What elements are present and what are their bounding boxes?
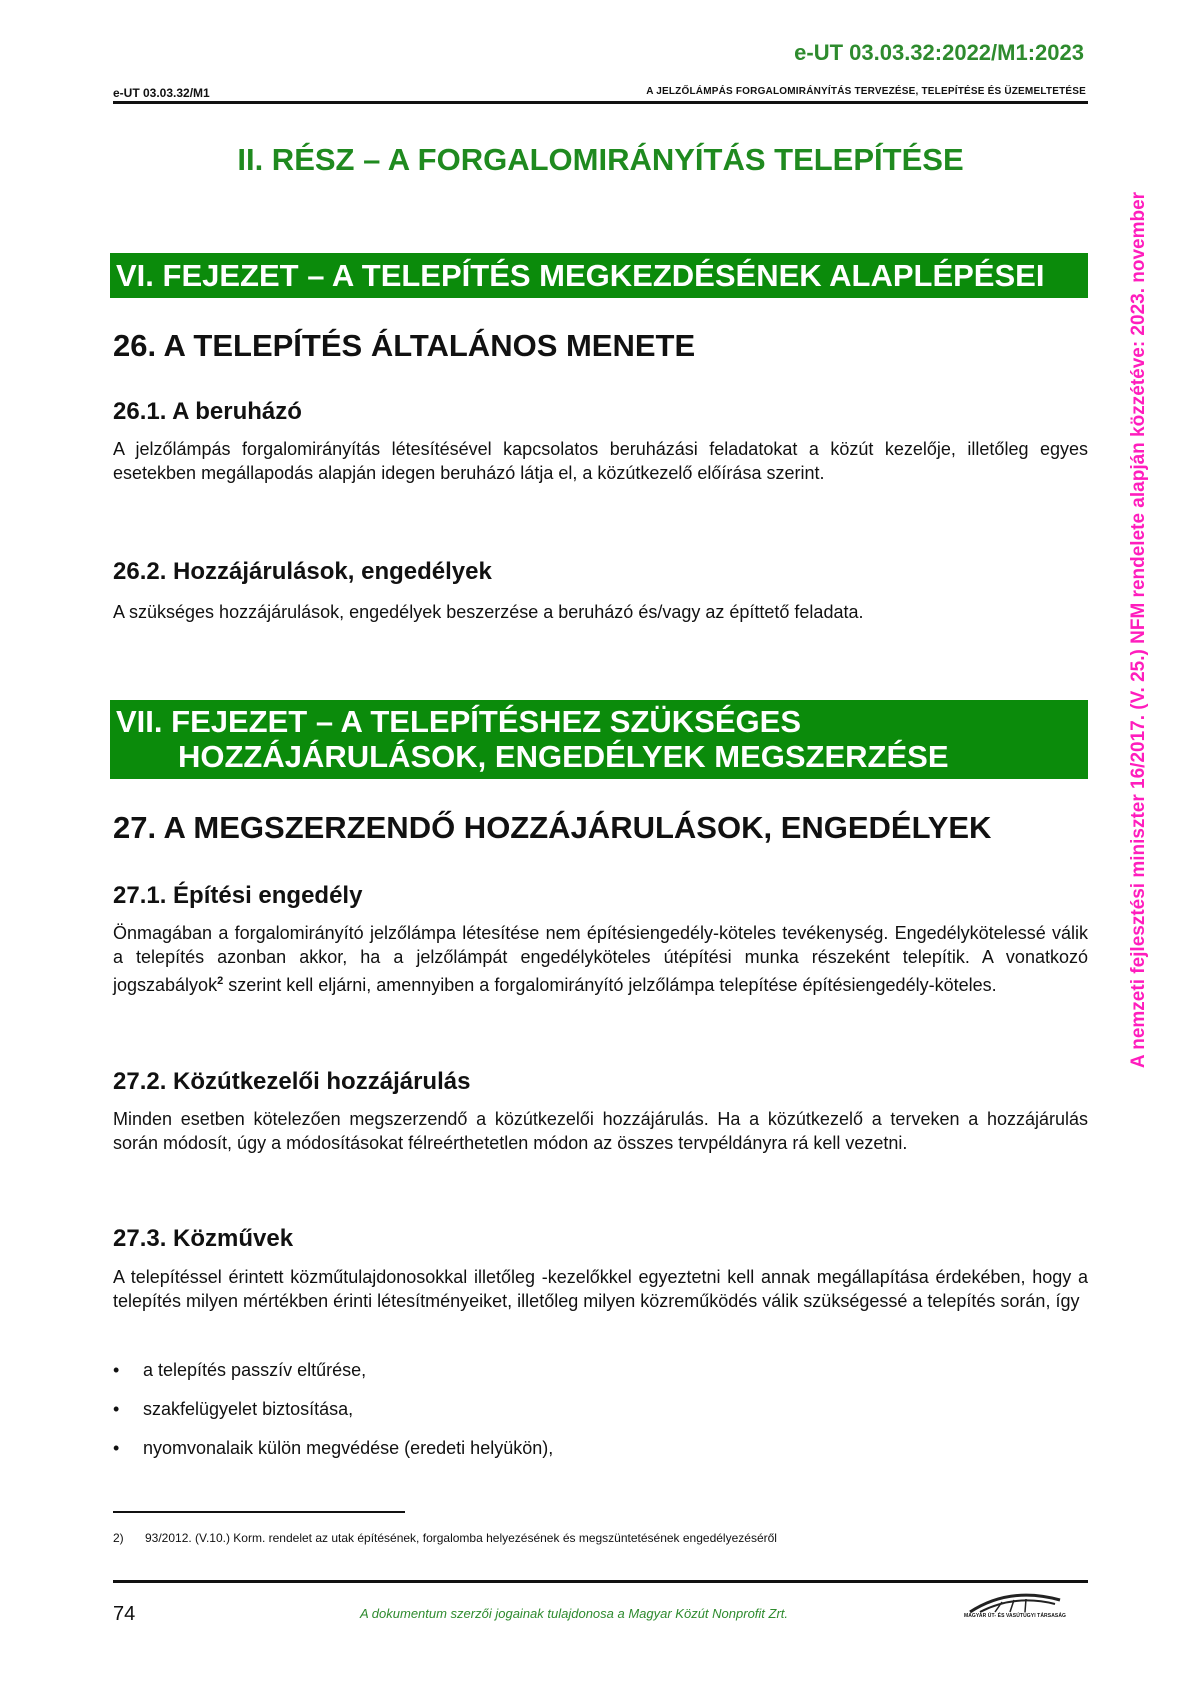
running-header-left: e-UT 03.03.32/M1 [113, 86, 210, 100]
logo-text: MAGYAR ÚT- ÉS VASÚTÜGYI TÁRSASÁG [963, 1613, 1067, 1619]
chapter-heading-vii [110, 700, 1088, 779]
footnote-reference: 2 [217, 975, 224, 987]
footnote-number: 2) [113, 1531, 124, 1545]
section-26-title: 26. A TELEPÍTÉS ÁLTALÁNOS MENETE [113, 328, 696, 363]
road-arc-icon [940, 1590, 1090, 1614]
chapter-vii-line2: HOZZÁJÁRULÁSOK, ENGEDÉLYEK MEGSZERZÉSE [178, 739, 949, 774]
list-item-text: szakfelügyelet biztosítása, [143, 1399, 354, 1419]
subsection-27-3-title: 27.3. Közművek [113, 1225, 294, 1252]
chapter-vii-line1: VII. FEJEZET – A TELEPÍTÉSHEZ SZÜKSÉGES [116, 704, 801, 739]
subsection-27-2-text: Minden esetben kötelezően megszerzendő a közútkezelői hozzájárulás. Ha a közútkezelő a terveken a hozzájárulás során módosít, úgy a módosításokat félreérthetetlen módon az összes tervpéldányra rá kell vezetni. [113, 1109, 1088, 1153]
subsection-27-1-text-a: Önmagában a forgalomirányító jelzőlámpa létesítése nem építésiengedély-köteles tevékenység. Engedélykötelessé válik a telepítés azonban akkor, ha a jelzőlámpát engedélyköteles útépítési munka részeként telepítik. A vonatkozó jogszabályok [113, 923, 1088, 995]
header-rule [113, 101, 1088, 104]
footer-copyright: A dokumentum szerzői jogainak tulajdonosa a Magyar Közút Nonprofit Zrt. [360, 1606, 789, 1621]
subsection-27-3-text: A telepítéssel érintett közműtulajdonosokkal illetőleg -kezelőkkel egyeztetni kell annak megállapítása érdekében, hogy a telepítés milyen mértékben érinti létesítményeiket, illetőleg milyen közreműködés válik szükségessé a telepítés során, így [113, 1267, 1088, 1311]
list-item-text: a telepítés passzív eltűrése, [143, 1360, 367, 1380]
section-27-title: 27. A MEGSZERZENDŐ HOZZÁJÁRULÁSOK, ENGEDÉLYEK [113, 810, 992, 845]
list-item-text: nyomvonalaik külön megvédése (eredeti helyükön), [143, 1438, 554, 1458]
bullet-icon: • [113, 1438, 120, 1458]
list-item [113, 1437, 1088, 1476]
running-header-right: A JELZŐLÁMPÁS FORGALOMIRÁNYÍTÁS TERVEZÉSE, TELEPÍTÉSE ÉS ÜZEMELTETÉSE [646, 86, 1086, 97]
publication-side-note: A nemzeti fejlesztési miniszter 16/2017. (V. 25.) NFM rendelete alapján közzétéve: 2023. november [1128, 191, 1149, 1069]
list-item [113, 1398, 1088, 1437]
subsection-27-1-text [113, 921, 1088, 997]
footnote-rule [113, 1511, 405, 1513]
subsection-26-2-text: A szükséges hozzájárulások, engedélyek beszerzése a beruházó és/vagy az építtető feladata. [113, 602, 864, 622]
footnote [113, 1531, 777, 1545]
bullet-list [113, 1359, 1088, 1476]
chapter-vi-title: VI. FEJEZET – A TELEPÍTÉS MEGKEZDÉSÉNEK ALAPLÉPÉSEI [116, 258, 1045, 293]
footer-rule [113, 1580, 1088, 1583]
side-note-container [1115, 160, 1163, 1100]
part-title: II. RÉSZ – A FORGALOMIRÁNYÍTÁS TELEPÍTÉSE [237, 142, 964, 177]
subsection-26-1-title: 26.1. A beruházó [113, 398, 302, 425]
chapter-heading-vi [110, 253, 1088, 298]
bullet-icon: • [113, 1360, 120, 1380]
bullet-icon: • [113, 1399, 120, 1419]
subsection-27-1-title: 27.1. Építési engedély [113, 882, 363, 909]
subsection-26-1-text: A jelzőlámpás forgalomirányítás létesítésével kapcsolatos beruházási feladatokat a közút kezelője, illetőleg egyes esetekben megállapodás alapján idegen beruházó látja el, a közútkezelő előírása szerint. [113, 439, 1088, 483]
subsection-27-2-title: 27.2. Közútkezelői hozzájárulás [113, 1068, 471, 1095]
subsection-26-2-title: 26.2. Hozzájárulások, engedélyek [113, 558, 492, 585]
page-number: 74 [113, 1603, 136, 1625]
footnote-text: 93/2012. (V.10.) Korm. rendelet az utak építésének, forgalomba helyezésének és megszüntetésének engedélyezéséről [145, 1531, 777, 1545]
list-item [113, 1359, 1088, 1398]
subsection-27-1-text-b: szerint kell eljárni, amennyiben a forgalomirányító jelzőlámpa telepítése építésiengedély-köteles. [223, 975, 997, 995]
document-code: e-UT 03.03.32:2022/M1:2023 [794, 40, 1084, 65]
society-logo [940, 1590, 1090, 1630]
